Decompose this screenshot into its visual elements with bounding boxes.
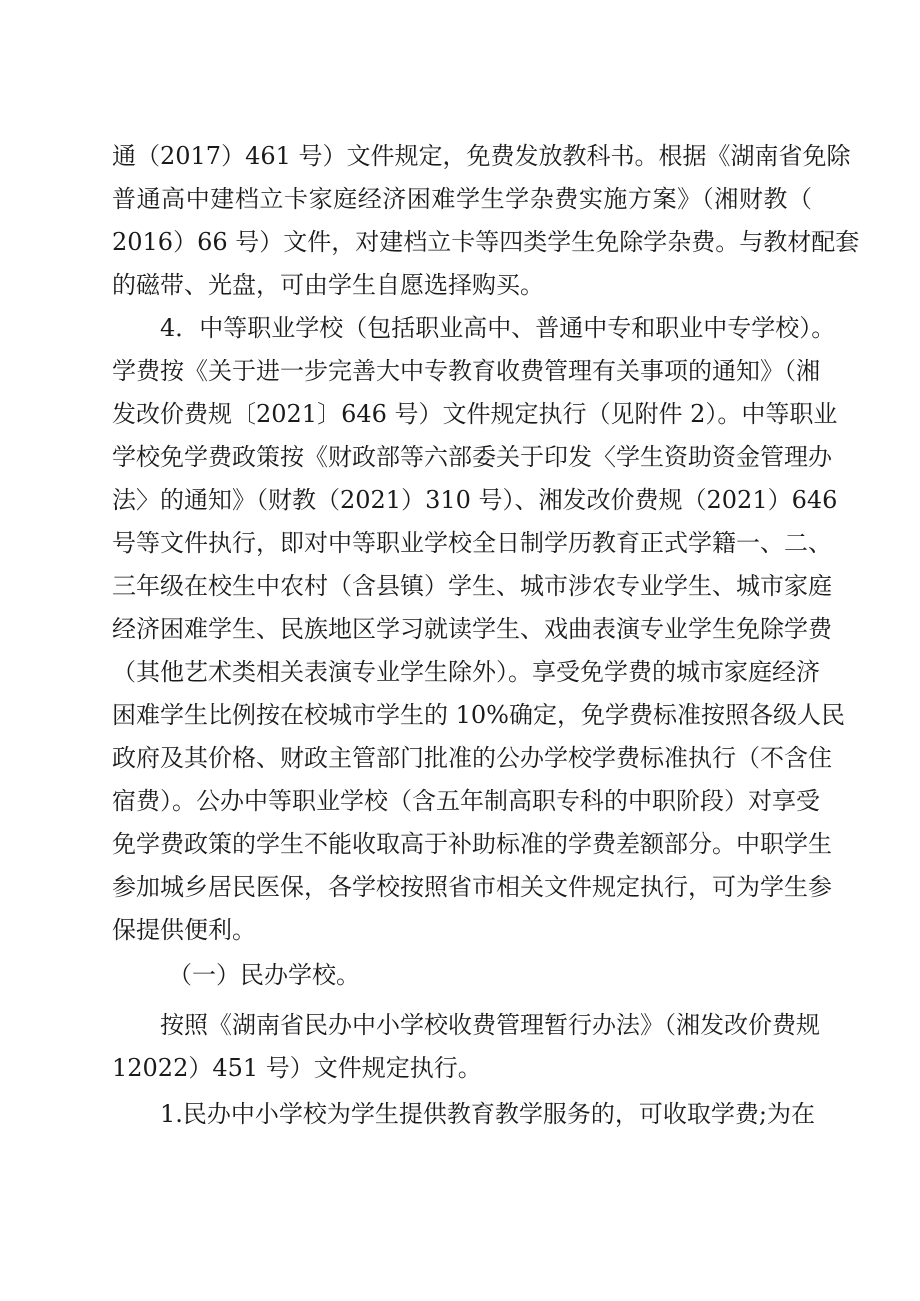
section-heading: （一）民办学校。 (168, 961, 360, 989)
text-line: 12022）451 号）文件规定执行。 (112, 1054, 482, 1082)
text-line: 的磁带、光盘，可由学生自愿选择购买。 (112, 271, 544, 299)
text-line: 4．中等职业学校（包括职业高中、普通中专和职业中专学校）。 (160, 314, 836, 342)
text-line: 政府及其价格、财政主管部门批准的公办学校学费标准执行（不含住 (112, 744, 832, 772)
text-line: 1.民办中小学校为学生提供教育教学服务的，可收取学费;为在 (160, 1100, 815, 1128)
text-line: 法〉的通知》（财教（2021）310 号）、湘发改价费规（2021）646 (112, 486, 838, 514)
text-line: 发改价费规〔2021〕646 号）文件规定执行（见附件 2）。中等职业 (112, 400, 838, 428)
text-line: 通（2017）461 号）文件规定，免费发放教科书。根据《湖南省免除 (112, 142, 851, 170)
text-line: 经济困难学生、民族地区学习就读学生、戏曲表演专业学生免除学费 (112, 615, 832, 643)
text-line: 2016）66 号）文件，对建档立卡等四类学生免除学杂费。与教材配套 (112, 228, 860, 256)
text-line: 困难学生比例按在校城市学生的 10%确定，免学费标准按照各级人民 (112, 701, 845, 729)
text-line: 宿费）。公办中等职业学校（含五年制高职专科的中职阶段）对享受 (112, 787, 820, 815)
text-line: 普通高中建档立卡家庭经济困难学生学杂费实施方案》（湘财教（ (112, 185, 812, 213)
text-line: 学费按《关于进一步完善大中专教育收费管理有关事项的通知》（湘 (112, 357, 820, 385)
text-line: 按照《湖南省民办中小学校收费管理暂行办法》（湘发改价费规 (160, 1011, 820, 1039)
text-line: 号等文件执行，即对中等职业学校全日制学历教育正式学籍一、二、 (112, 529, 832, 557)
text-line: 保提供便利。 (112, 916, 256, 944)
text-line: 三年级在校生中农村（含县镇）学生、城市涉农专业学生、城市家庭 (112, 572, 832, 600)
text-line: 免学费政策的学生不能收取高于补助标准的学费差额部分。中职学生 (112, 830, 832, 858)
text-line: （其他艺术类相关表演专业学生除外）。享受免学费的城市家庭经济 (112, 658, 820, 686)
text-line: 学校免学费政策按《财政部等六部委关于印发〈学生资助资金管理办 (112, 443, 832, 471)
text-line: 参加城乡居民医保，各学校按照省市相关文件规定执行，可为学生参 (112, 873, 832, 901)
